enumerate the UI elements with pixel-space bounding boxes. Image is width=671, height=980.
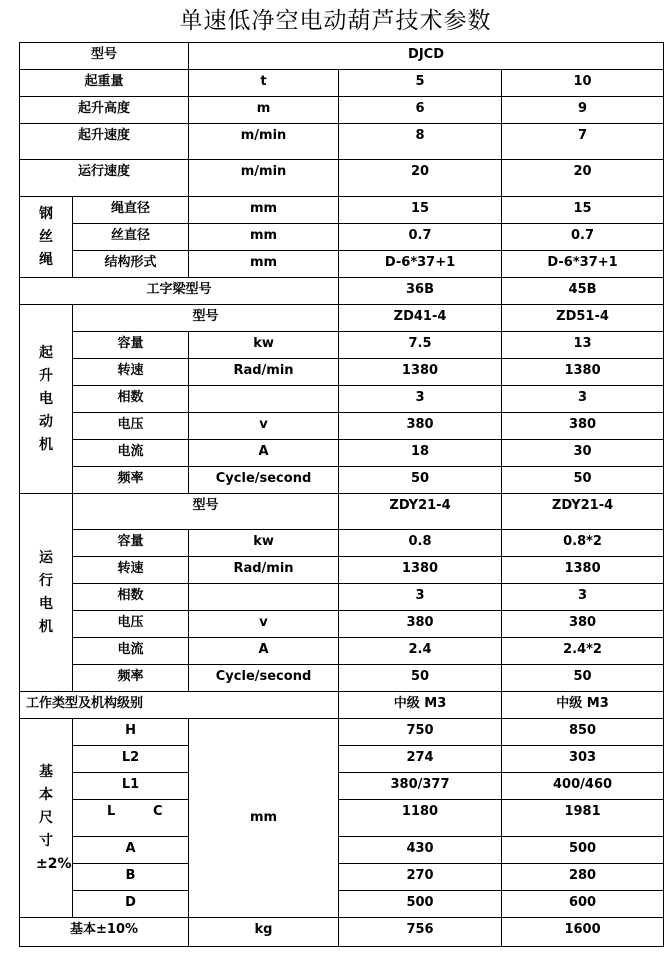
row-value-2: 20 xyxy=(502,160,664,197)
table-row xyxy=(20,440,664,467)
row-label: 结构形式 xyxy=(73,251,189,278)
row-value-1: 2.4 xyxy=(339,638,502,665)
table-row xyxy=(20,665,664,692)
travel-motor-group-label: 运行电机 xyxy=(20,494,73,692)
row-label: D xyxy=(73,891,189,918)
row-value-1: 380 xyxy=(339,413,502,440)
row-value-1: 0.8 xyxy=(339,530,502,557)
row-unit: kw xyxy=(189,530,339,557)
row-value-2: 600 xyxy=(502,891,664,918)
table-row xyxy=(20,584,664,611)
row-label: H xyxy=(73,719,189,746)
beam-label: 工字梁型号 xyxy=(20,278,339,305)
table-row xyxy=(20,467,664,494)
row-unit: mm xyxy=(189,224,339,251)
row-value-1: 中级 M3 xyxy=(339,692,502,719)
row-value-2: 380 xyxy=(502,611,664,638)
row-unit xyxy=(189,584,339,611)
row-value-1: 3 xyxy=(339,584,502,611)
weight-label: 基本±10% xyxy=(20,918,189,947)
row-label: 相数 xyxy=(73,584,189,611)
table-row xyxy=(20,386,664,413)
table-row xyxy=(20,719,664,746)
row-value-1: 8 xyxy=(339,124,502,160)
row-value-1: D-6*37+1 xyxy=(339,251,502,278)
row-value-2: 3 xyxy=(502,584,664,611)
table-row xyxy=(20,494,664,530)
row-label: 频率 xyxy=(73,665,189,692)
row-value-2: 10 xyxy=(502,70,664,97)
row-unit: kg xyxy=(189,918,339,947)
row-value-1: ZD41-4 xyxy=(339,305,502,332)
row-value-1: 1380 xyxy=(339,557,502,584)
row-unit: m/min xyxy=(189,160,339,197)
table-row xyxy=(20,124,664,160)
row-unit: Rad/min xyxy=(189,557,339,584)
row-value-2: 中级 M3 xyxy=(502,692,664,719)
row-value-1: 50 xyxy=(339,467,502,494)
row-value-2: 1981 xyxy=(502,800,664,837)
row-value-1: 380/377 xyxy=(339,773,502,800)
row-label: A xyxy=(73,837,189,864)
row-label: 容量 xyxy=(73,530,189,557)
table-row xyxy=(20,891,664,918)
table-row xyxy=(20,251,664,278)
row-value-2: 400/460 xyxy=(502,773,664,800)
row-label: 起重量 xyxy=(20,70,189,97)
table-row xyxy=(20,611,664,638)
row-label xyxy=(73,800,189,837)
row-value-1: 380 xyxy=(339,611,502,638)
row-label: 电压 xyxy=(73,611,189,638)
table-row xyxy=(20,43,664,70)
row-label: 型号 xyxy=(73,494,339,530)
row-label: L1 xyxy=(73,773,189,800)
row-value-1: 274 xyxy=(339,746,502,773)
row-value-2: 30 xyxy=(502,440,664,467)
row-value-1: 6 xyxy=(339,97,502,124)
row-value-2: D-6*37+1 xyxy=(502,251,664,278)
row-value-2: 380 xyxy=(502,413,664,440)
row-label: 起升高度 xyxy=(20,97,189,124)
row-unit: Rad/min xyxy=(189,359,339,386)
table-row xyxy=(20,773,664,800)
table-row xyxy=(20,864,664,891)
row-value-2: 13 xyxy=(502,332,664,359)
model-value: DJCD xyxy=(189,43,664,70)
row-value-1: 50 xyxy=(339,665,502,692)
row-value-1: 3 xyxy=(339,386,502,413)
rope-group-label: 钢丝绳 xyxy=(20,197,73,278)
table-row xyxy=(20,638,664,665)
row-label: 容量 xyxy=(73,332,189,359)
table-row xyxy=(20,413,664,440)
row-value-2: 50 xyxy=(502,665,664,692)
table-row xyxy=(20,224,664,251)
row-value-1: 36B xyxy=(339,278,502,305)
row-label: 电流 xyxy=(73,440,189,467)
row-value-1: 18 xyxy=(339,440,502,467)
row-unit: Cycle/second xyxy=(189,665,339,692)
row-unit: A xyxy=(189,440,339,467)
work-class-label: 工作类型及机构级别 xyxy=(20,692,339,719)
row-value-2: ZDY21-4 xyxy=(502,494,664,530)
row-label: 起升速度 xyxy=(20,124,189,160)
row-unit: v xyxy=(189,611,339,638)
row-label: B xyxy=(73,864,189,891)
row-value-1: 5 xyxy=(339,70,502,97)
row-value-2: 9 xyxy=(502,97,664,124)
row-label: L2 xyxy=(73,746,189,773)
model-label: 型号 xyxy=(20,43,189,70)
row-unit: A xyxy=(189,638,339,665)
row-value-1: 1380 xyxy=(339,359,502,386)
table-row xyxy=(20,918,664,947)
row-value-2: 1380 xyxy=(502,557,664,584)
row-value-2: 7 xyxy=(502,124,664,160)
row-value-1: 0.7 xyxy=(339,224,502,251)
row-value-1: 756 xyxy=(339,918,502,947)
table-row xyxy=(20,359,664,386)
row-label: 转速 xyxy=(73,557,189,584)
row-unit xyxy=(189,386,339,413)
row-value-1: ZDY21-4 xyxy=(339,494,502,530)
row-value-1: 7.5 xyxy=(339,332,502,359)
dims-unit: mm xyxy=(189,719,339,918)
row-label: 型号 xyxy=(73,305,339,332)
hoist-motor-group-label: 起升电动机 xyxy=(20,305,73,494)
row-label: 绳直径 xyxy=(73,197,189,224)
row-label: 相数 xyxy=(73,386,189,413)
row-value-2: 280 xyxy=(502,864,664,891)
dim-label-l: L xyxy=(107,804,116,819)
row-value-1: 500 xyxy=(339,891,502,918)
row-label: 转速 xyxy=(73,359,189,386)
table-row xyxy=(20,70,664,97)
table-row xyxy=(20,97,664,124)
table-row xyxy=(20,278,664,305)
spec-table xyxy=(19,42,664,947)
table-row xyxy=(20,837,664,864)
row-value-2: 45B xyxy=(502,278,664,305)
row-unit: mm xyxy=(189,197,339,224)
row-unit: m xyxy=(189,97,339,124)
row-value-1: 270 xyxy=(339,864,502,891)
row-value-2: 850 xyxy=(502,719,664,746)
table-row xyxy=(20,530,664,557)
row-value-2: ZD51-4 xyxy=(502,305,664,332)
row-label: 丝直径 xyxy=(73,224,189,251)
row-value-2: 15 xyxy=(502,197,664,224)
row-value-2: 50 xyxy=(502,467,664,494)
table-row xyxy=(20,305,664,332)
row-unit: mm xyxy=(189,251,339,278)
row-value-2: 0.7 xyxy=(502,224,664,251)
row-unit: v xyxy=(189,413,339,440)
row-value-1: 20 xyxy=(339,160,502,197)
table-row xyxy=(20,557,664,584)
row-value-2: 1600 xyxy=(502,918,664,947)
row-unit: Cycle/second xyxy=(189,467,339,494)
row-value-2: 0.8*2 xyxy=(502,530,664,557)
row-label: 运行速度 xyxy=(20,160,189,197)
table-row xyxy=(20,160,664,197)
table-row xyxy=(20,332,664,359)
row-value-2: 303 xyxy=(502,746,664,773)
row-value-2: 3 xyxy=(502,386,664,413)
row-value-2: 500 xyxy=(502,837,664,864)
table-row xyxy=(20,746,664,773)
row-unit: t xyxy=(189,70,339,97)
table-row xyxy=(20,692,664,719)
row-value-1: 1180 xyxy=(339,800,502,837)
row-value-2: 2.4*2 xyxy=(502,638,664,665)
dim-label-c: C xyxy=(153,804,163,819)
row-value-1: 430 xyxy=(339,837,502,864)
row-label: 电流 xyxy=(73,638,189,665)
dims-group-label: 基本尺寸±2% xyxy=(20,719,73,918)
table-row xyxy=(20,197,664,224)
page-title: 单速低净空电动葫芦技术参数 xyxy=(179,8,492,34)
table-row xyxy=(20,800,664,837)
row-unit: kw xyxy=(189,332,339,359)
row-unit: m/min xyxy=(189,124,339,160)
row-label: 电压 xyxy=(73,413,189,440)
row-label: 频率 xyxy=(73,467,189,494)
row-value-1: 750 xyxy=(339,719,502,746)
row-value-1: 15 xyxy=(339,197,502,224)
row-value-2: 1380 xyxy=(502,359,664,386)
